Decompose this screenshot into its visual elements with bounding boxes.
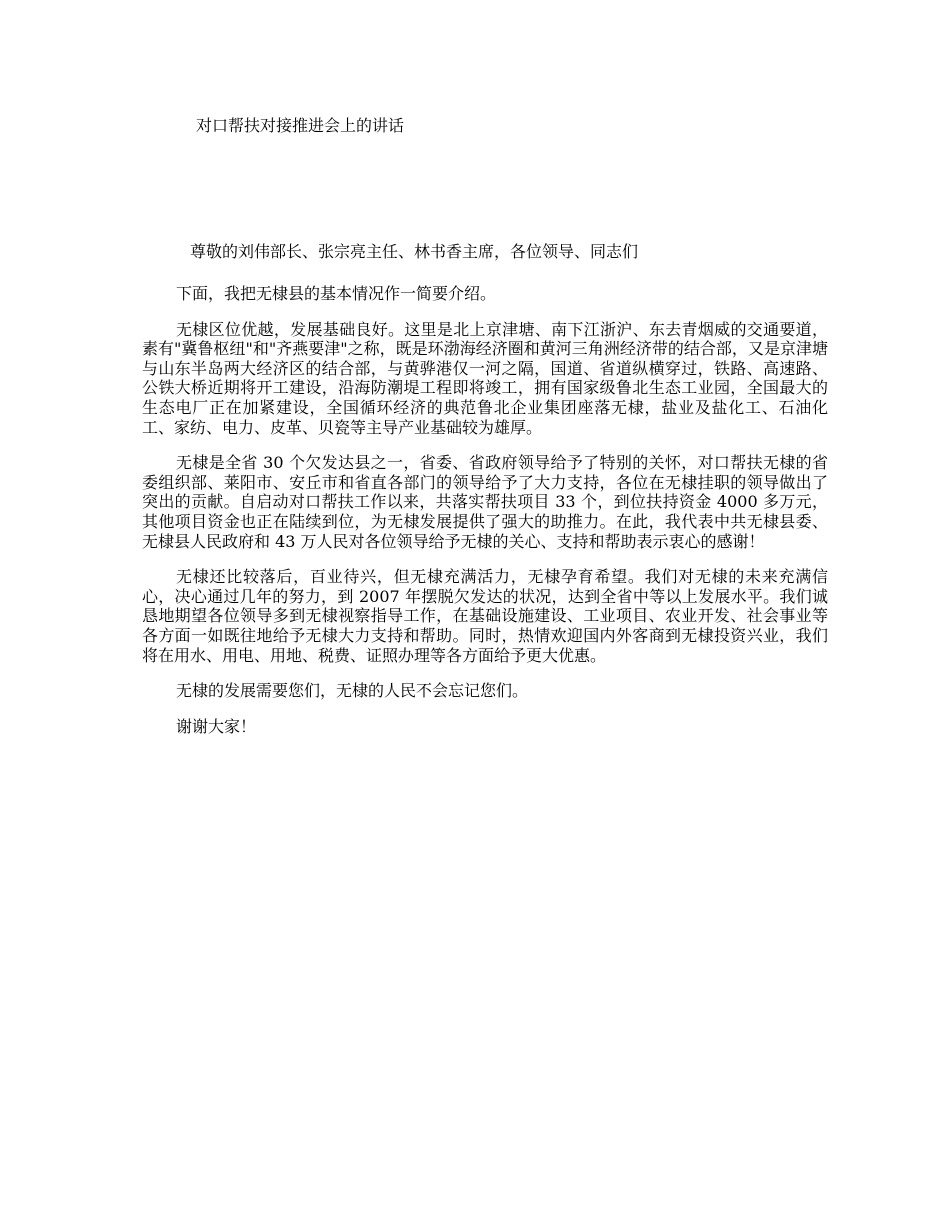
- paragraph-thanks: 谢谢大家！: [176, 716, 257, 736]
- salutation: 尊敬的刘伟部长、张宗亮主任、林书香主席，各位领导、同志们: [190, 242, 639, 261]
- document-body: [142, 284, 828, 752]
- paragraph-intro: 下面，我把无棣县的基本情况作一简要介绍。: [176, 284, 497, 303]
- document-title: 对口帮扶对接推进会上的讲话: [196, 116, 405, 135]
- paragraph-support: 无棣是全省 30 个欠发达县之一，省委、省政府领导给予了特别的关怀，对口帮扶无棣的省委组织部、莱阳市、安丘市和省直各部门的领导给予了大力支持，各位在无棣挂职的领导做出了突出的贡献。自启动对口帮扶工作以来，共落实帮扶项目 33 个，到位扶持资金 4000 多万元，其他项目资金也正在陆续到位，为无棣发展提供了强大的助推力。在此，我代表中共无棣县委、无棣县人民政府和 43 万人民对各位领导给予无棣的关心、支持和帮助表示衷心的感谢！: [142, 453, 828, 551]
- paragraph-closing: 无棣的发展需要您们，无棣的人民不会忘记您们。: [176, 681, 529, 701]
- paragraph-location: 无棣区位优越，发展基础良好。这里是北上京津塘、南下江浙沪、东去青烟威的交通要道，素有"冀鲁枢纽"和"齐燕要津"之称，既是环渤海经济圈和黄河三角洲经济带的结合部，又是京津塘与山东半岛两大经济区的结合部，与黄骅港仅一河之隔，国道、省道纵横穿过，铁路、高速路、公铁大桥近期将开工建设，沿海防潮堤工程即将竣工，拥有国家级鲁北生态工业园，全国最大的生态电厂正在加紧建设，全国循环经济的典范鲁北企业集团座落无棣，盐业及盐化工、石油化工、家纺、电力、皮革、贝瓷等主导产业基础较为雄厚。: [142, 319, 828, 437]
- paragraph-outlook: 无棣还比较落后，百业待兴，但无棣充满活力，无棣孕育希望。我们对无棣的未来充满信心，决心通过几年的努力，到 2007 年摆脱欠发达的状况，达到全省中等以上发展水平。我们诚恳地期望各位领导多到无棣视察指导工作，在基础设施建设、工业项目、农业开发、社会事业等各方面一如既往地给予无棣大力支持和帮助。同时，热情欢迎国内外客商到无棣投资兴业，我们将在用水、用电、用地、税费、证照办理等各方面给予更大优惠。: [142, 567, 828, 665]
